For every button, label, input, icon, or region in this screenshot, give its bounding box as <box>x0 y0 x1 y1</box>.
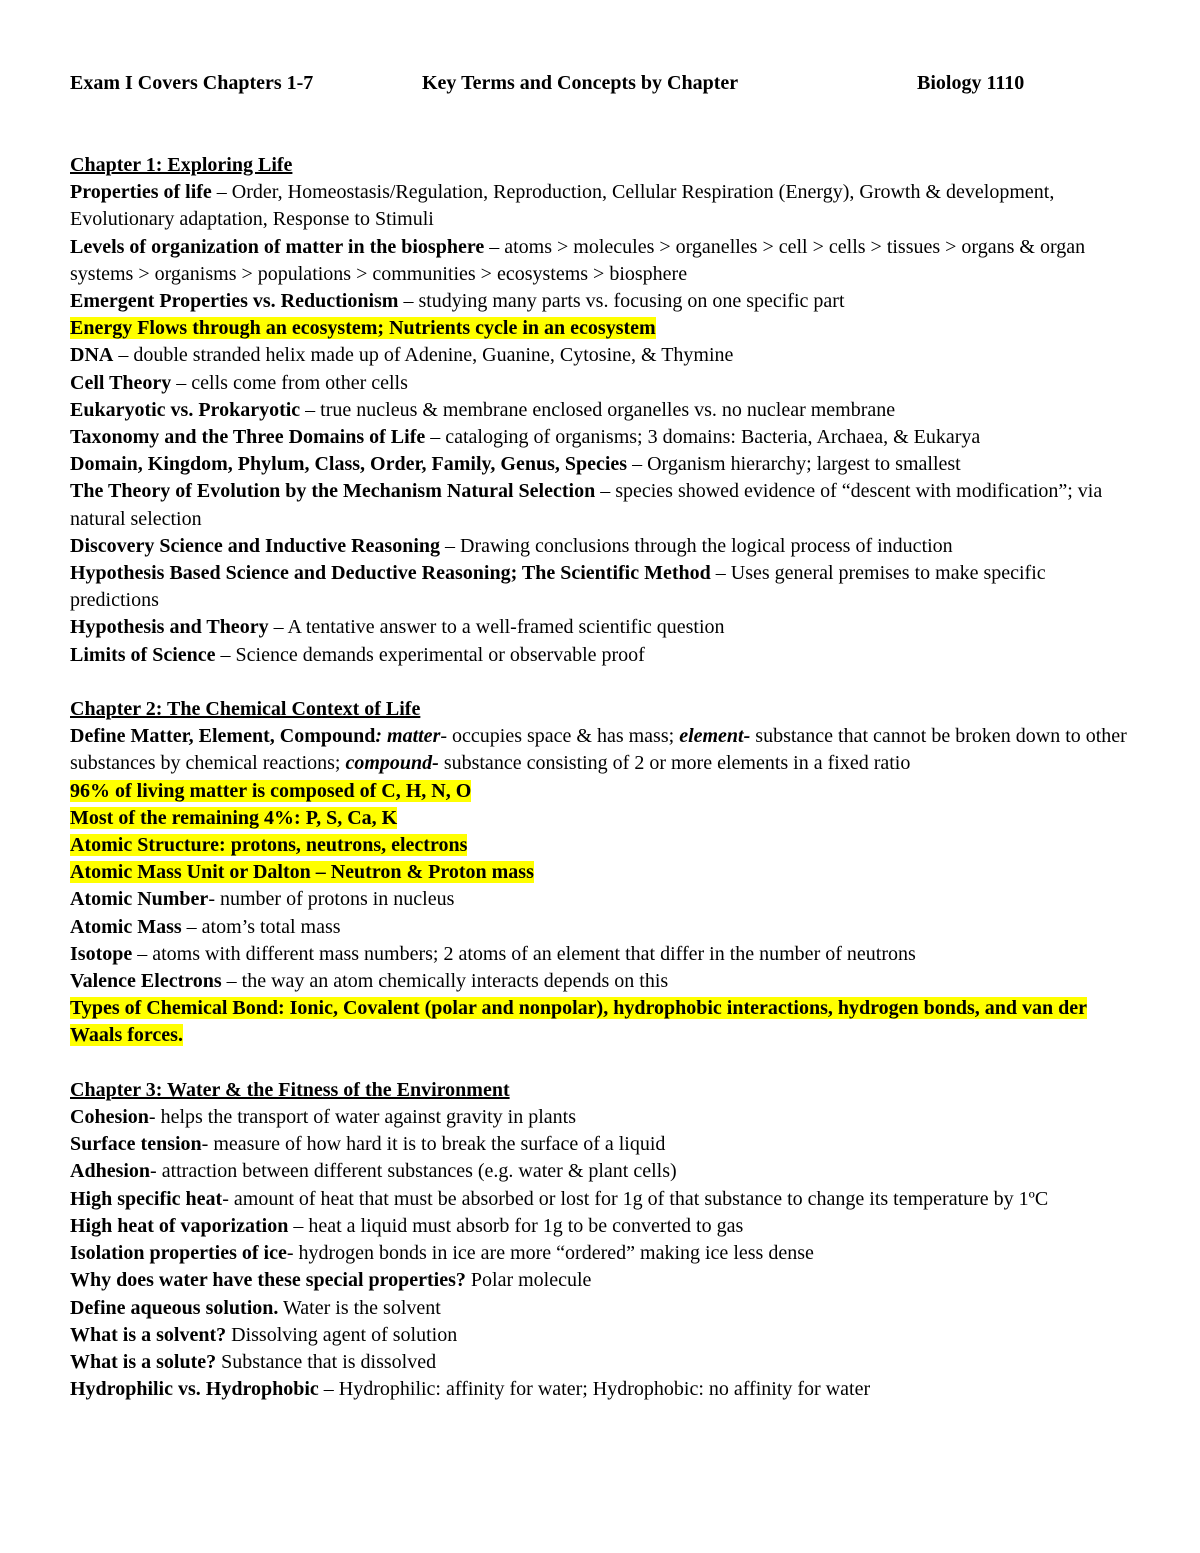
list-item <box>70 1295 1135 1322</box>
highlighted-text: Types of Chemical Bond: Ionic, Covalent (polar and nonpolar), hydrophobic interactions, hydrogen bonds, and van der Waals forces. <box>70 997 1088 1047</box>
chapter-3-section <box>70 1077 1135 1403</box>
definition-compound: substance consisting of 2 or more elements in a fixed ratio <box>438 752 911 775</box>
definition: Polar molecule <box>465 1269 592 1292</box>
term: Isotope <box>70 942 133 965</box>
term: Atomic Mass <box>70 915 182 938</box>
list-item <box>70 1213 1135 1240</box>
term: The Theory of Evolution by the Mechanism Natural Selection <box>70 480 596 503</box>
definition: – studying many parts vs. focusing on one specific part <box>398 290 845 313</box>
term-colon: : <box>375 725 388 748</box>
list-item <box>70 642 1135 669</box>
list-item-definitions <box>70 723 1135 777</box>
term: Cohesion <box>70 1106 149 1129</box>
highlighted-text: Atomic Mass Unit or Dalton – Neutron & Proton mass <box>70 861 534 884</box>
list-item <box>70 478 1135 532</box>
list-item <box>70 914 1135 941</box>
chapter-1-title: Chapter 1: Exploring Life <box>70 154 293 176</box>
highlighted-item <box>70 832 1135 859</box>
highlighted-item <box>70 859 1135 886</box>
definition: – Science demands experimental or observable proof <box>215 643 645 666</box>
list-item <box>70 424 1135 451</box>
list-item <box>70 451 1135 478</box>
term: Why does water have these special properties? <box>70 1269 466 1292</box>
term: Cell Theory <box>70 371 172 394</box>
term: Adhesion <box>70 1160 151 1183</box>
definition: – atom’s total mass <box>181 915 341 938</box>
list-item <box>70 179 1135 233</box>
definition: Dissolving agent of solution <box>226 1323 458 1346</box>
definition: - attraction between different substances (e.g. water & plant cells) <box>150 1160 677 1183</box>
list-item <box>70 1186 1135 1213</box>
chapter-2-section <box>70 696 1135 1050</box>
definition: - number of protons in nucleus <box>208 888 455 911</box>
term: Hydrophilic vs. Hydrophobic <box>70 1378 319 1401</box>
definition: – Order, Homeostasis/Regulation, Reproduction, Cellular Respiration (Energy), Growth & development, Evolutionary adaptation, Response to Stimuli <box>70 181 1055 231</box>
list-item <box>70 1104 1135 1131</box>
term: Surface tension <box>70 1133 202 1156</box>
definition: - measure of how hard it is to break the surface of a liquid <box>201 1133 666 1156</box>
definition: – Drawing conclusions through the logical process of induction <box>440 534 953 557</box>
definition: - hydrogen bonds in ice are more “ordered” making ice less dense <box>286 1242 814 1265</box>
definition: – cataloging of organisms; 3 domains: Bacteria, Archaea, & Eukarya <box>425 426 981 449</box>
term: Levels of organization of matter in the biosphere <box>70 235 485 258</box>
highlighted-text: Energy Flows through an ecosystem; Nutrients cycle in an ecosystem <box>70 317 656 340</box>
term-element: element- <box>679 725 751 748</box>
highlighted-item <box>70 805 1135 832</box>
list-item <box>70 1240 1135 1267</box>
term: High heat of vaporization <box>70 1214 289 1237</box>
term: Atomic Number <box>70 888 209 911</box>
definition: – true nucleus & membrane enclosed organelles vs. no nuclear membrane <box>300 398 896 421</box>
term: Isolation properties of ice <box>70 1242 287 1265</box>
term: Limits of Science <box>70 643 216 666</box>
definition-element: substance that cannot be broken down to other substances by chemical reactions; <box>70 725 1127 775</box>
definition: - helps the transport of water against gravity in plants <box>148 1106 577 1129</box>
list-item <box>70 342 1135 369</box>
term: Define Matter, Element, Compound <box>70 725 376 748</box>
definition: – Organism hierarchy; largest to smallest <box>627 453 961 476</box>
highlighted-item <box>70 315 1135 342</box>
definition: – Hydrophilic: affinity for water; Hydrophobic: no affinity for water <box>318 1378 871 1401</box>
definition: – cells come from other cells <box>171 371 408 394</box>
definition: – species showed evidence of “descent with modification”; via natural selection <box>70 480 1103 530</box>
highlighted-text: Most of the remaining 4%: P, S, Ca, K <box>70 806 398 829</box>
list-item <box>70 968 1135 995</box>
definition: – Uses general premises to make specific predictions <box>70 562 1046 612</box>
header-document-title: Key Terms and Concepts by Chapter <box>422 72 739 94</box>
definition: - amount of heat that must be absorbed or lost for 1g of that substance to change its temperature by 1ºC <box>222 1187 1049 1210</box>
definition: – the way an atom chemically interacts depends on this <box>221 970 669 993</box>
term: Define aqueous solution. <box>70 1296 279 1319</box>
highlighted-item <box>70 995 1135 1049</box>
highlighted-text: Atomic Structure: protons, neutrons, electrons <box>70 834 468 857</box>
definition: – heat a liquid must absorb for 1g to be converted to gas <box>288 1214 744 1237</box>
list-item <box>70 1267 1135 1294</box>
list-item <box>70 941 1135 968</box>
chapter-2-title: Chapter 2: The Chemical Context of Life <box>70 698 421 721</box>
list-item <box>70 560 1135 614</box>
header-exam-coverage: Exam I Covers Chapters 1-7 <box>70 72 314 94</box>
term: Eukaryotic vs. Prokaryotic <box>70 398 301 421</box>
term: What is a solvent? <box>70 1323 227 1346</box>
term: Emergent Properties vs. Reductionism <box>70 290 399 313</box>
definition: – double stranded helix made up of Adenine, Guanine, Cytosine, & Thymine <box>113 344 734 367</box>
list-item <box>70 370 1135 397</box>
definition: – atoms > molecules > organelles > cell > cells > tissues > organs & organ systems > organisms > populations > communities > ecosystems > biosphere <box>70 235 1086 285</box>
highlighted-item <box>70 778 1135 805</box>
highlighted-text: 96% of living matter is composed of C, H, N, O <box>70 779 472 802</box>
list-item <box>70 397 1135 424</box>
list-item <box>70 1322 1135 1349</box>
list-item <box>70 886 1135 913</box>
term-compound: compound- <box>345 752 439 775</box>
page-header <box>70 72 1135 102</box>
definition-matter: - occupies space & has mass; <box>440 725 680 748</box>
term: Valence Electrons <box>70 970 222 993</box>
term: Properties of life <box>70 181 212 204</box>
term-matter: matter <box>387 725 441 748</box>
definition: Substance that is dissolved <box>216 1350 437 1373</box>
list-item <box>70 1131 1135 1158</box>
term: Taxonomy and the Three Domains of Life <box>70 426 426 449</box>
list-item <box>70 1349 1135 1376</box>
chapter-3-title: Chapter 3: Water & the Fitness of the Environment <box>70 1078 510 1101</box>
list-item <box>70 1158 1135 1185</box>
definition: – atoms with different mass numbers; 2 atoms of an element that differ in the number of neutrons <box>132 942 916 965</box>
term: High specific heat <box>70 1187 223 1210</box>
definition: Water is the solvent <box>278 1296 441 1319</box>
term: Discovery Science and Inductive Reasoning <box>70 534 440 557</box>
list-item <box>70 288 1135 315</box>
list-item <box>70 533 1135 560</box>
list-item <box>70 234 1135 288</box>
list-item <box>70 614 1135 641</box>
term: DNA <box>70 344 114 367</box>
document-body <box>70 152 1135 1403</box>
list-item <box>70 1376 1135 1403</box>
definition: – A tentative answer to a well-framed scientific question <box>268 616 725 639</box>
term: What is a solute? <box>70 1350 217 1373</box>
term: Hypothesis and Theory <box>70 616 269 639</box>
header-course-name: Biology 1110 <box>917 72 1025 94</box>
term: Hypothesis Based Science and Deductive Reasoning; The Scientific Method <box>70 562 711 585</box>
chapter-1-section <box>70 152 1135 669</box>
term: Domain, Kingdom, Phylum, Class, Order, Family, Genus, Species <box>70 453 628 476</box>
